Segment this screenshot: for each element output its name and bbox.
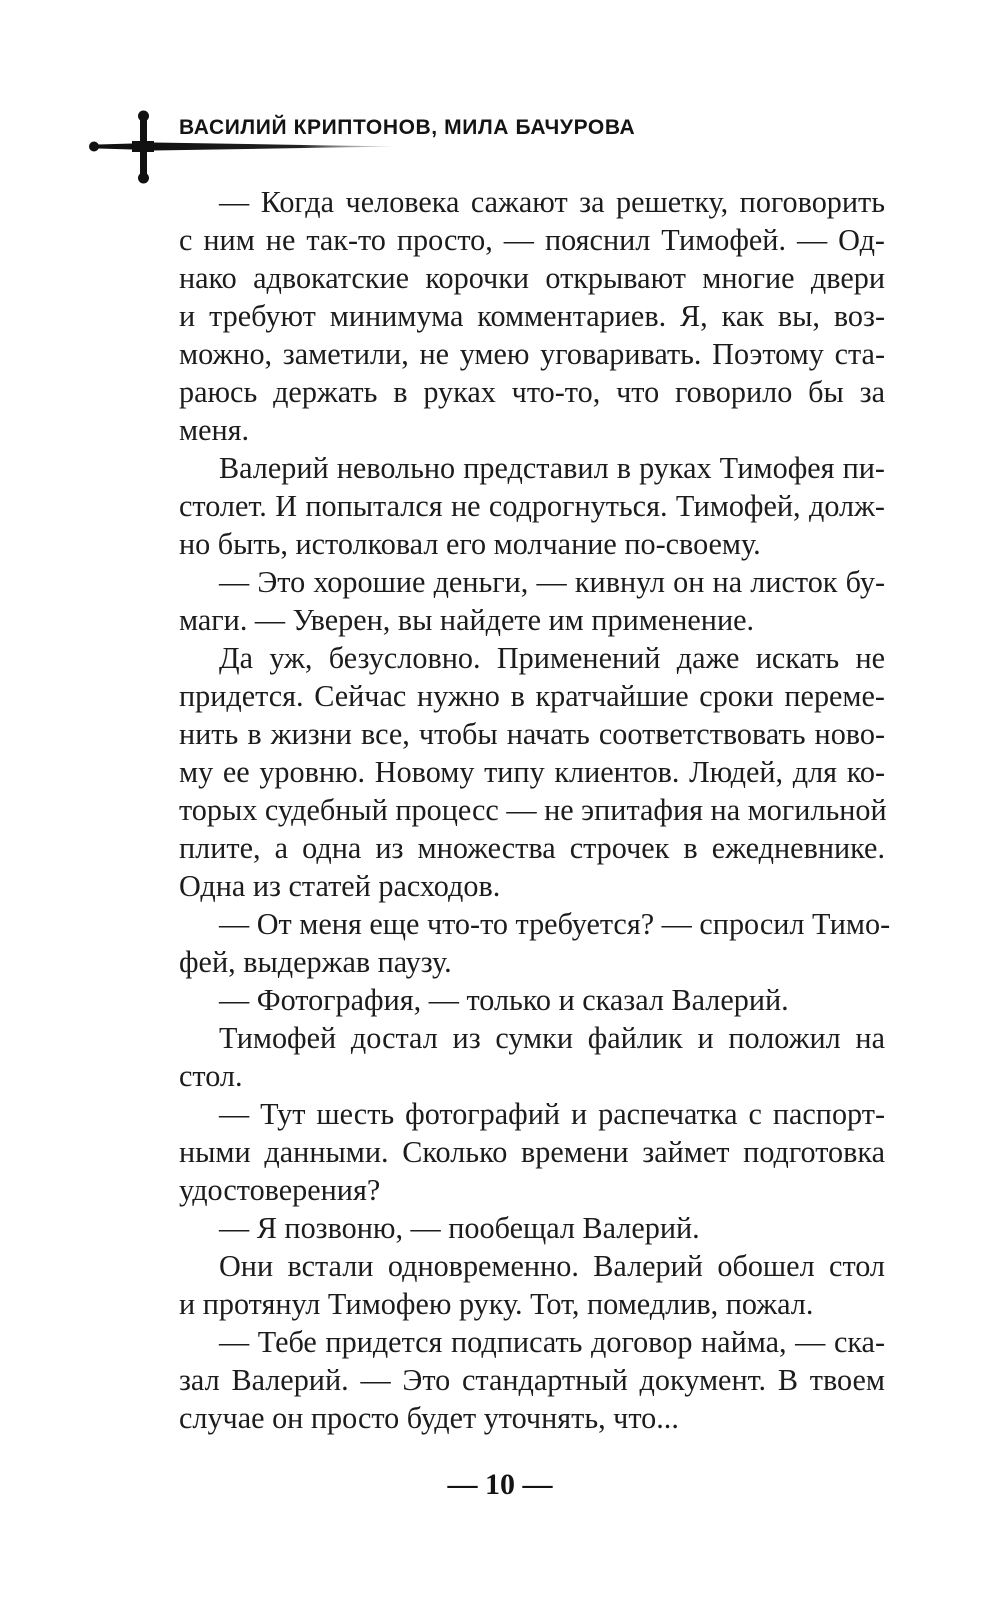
text-line: — От меня еще что-то требуется? — спросил Тимо- xyxy=(219,907,891,941)
text-line: придется. Сейчас нужно в кратчайшие сроки переме- xyxy=(179,679,885,713)
text-line: и требуют минимума комментариев. Я, как вы, воз- xyxy=(179,299,885,333)
text-line: ными данными. Сколько времени займет подготовка xyxy=(179,1135,885,1169)
text-line: с ним не так-то просто, — пояснил Тимофей. — Од- xyxy=(179,223,885,257)
text-line: удостоверения? xyxy=(179,1173,381,1207)
text-line: плите, а одна из множества строчек в ежедневнике. xyxy=(179,831,885,865)
author-names: ВАСИЛИЙ КРИПТОНОВ, МИЛА БАЧУРОВА xyxy=(179,116,636,139)
text-line: Валерий невольно представил в руках Тимофея пи- xyxy=(219,451,885,485)
page-body xyxy=(179,183,891,1437)
text-line: — Тут шесть фотографий и распечатка с паспорт- xyxy=(219,1097,885,1131)
text-line: случае он просто будет уточнять, что... xyxy=(179,1401,679,1435)
text-line: торых судебный процесс — не эпитафия на могильной xyxy=(179,793,887,827)
text-line: нако адвокатские корочки открывают многие двери xyxy=(179,261,885,295)
text-line: Они встали одновременно. Валерий обошел стол xyxy=(219,1249,885,1283)
text-line: Тимофей достал из сумки файлик и положил на xyxy=(219,1021,885,1055)
text-line: фей, выдержав паузу. xyxy=(179,945,452,979)
page-number: — 10 — xyxy=(447,1468,553,1501)
text-line: — Когда человека сажают за решетку, поговорить xyxy=(219,185,885,219)
text-line: — Тебе придется подписать договор найма, — ска- xyxy=(219,1325,885,1359)
text-line: — Это хорошие деньги, — кивнул он на листок бу- xyxy=(219,565,885,599)
text-line: меня. xyxy=(179,413,250,447)
text-line: му ее уровню. Новому типу клиентов. Людей, для ко- xyxy=(179,755,885,789)
text-line: — Я позвоню, — пообещал Валерий. xyxy=(219,1211,700,1245)
text-line: столет. И попытался не содрогнуться. Тимофей, долж- xyxy=(179,489,885,523)
text-line: можно, заметили, не умею уговаривать. Поэтому ста- xyxy=(179,337,885,371)
text-line: нить в жизни все, чтобы начать соответствовать ново- xyxy=(179,717,885,751)
text-line: Да уж, безусловно. Применений даже искать не xyxy=(219,641,885,675)
text-line: стол. xyxy=(179,1059,243,1093)
text-line: зал Валерий. — Это стандартный документ. В твоем xyxy=(179,1363,885,1397)
text-line: Одна из статей расходов. xyxy=(179,869,501,903)
text-line: но быть, истолковал его молчание по-своему. xyxy=(179,527,761,561)
text-line: маги. — Уверен, вы найдете им применение. xyxy=(179,603,755,637)
text-line: раюсь держать в руках что-то, что говорило бы за xyxy=(179,375,885,409)
text-line: и протянул Тимофею руку. Тот, помедлив, пожал. xyxy=(179,1287,814,1321)
text-line: — Фотография, — только и сказал Валерий. xyxy=(219,983,789,1017)
